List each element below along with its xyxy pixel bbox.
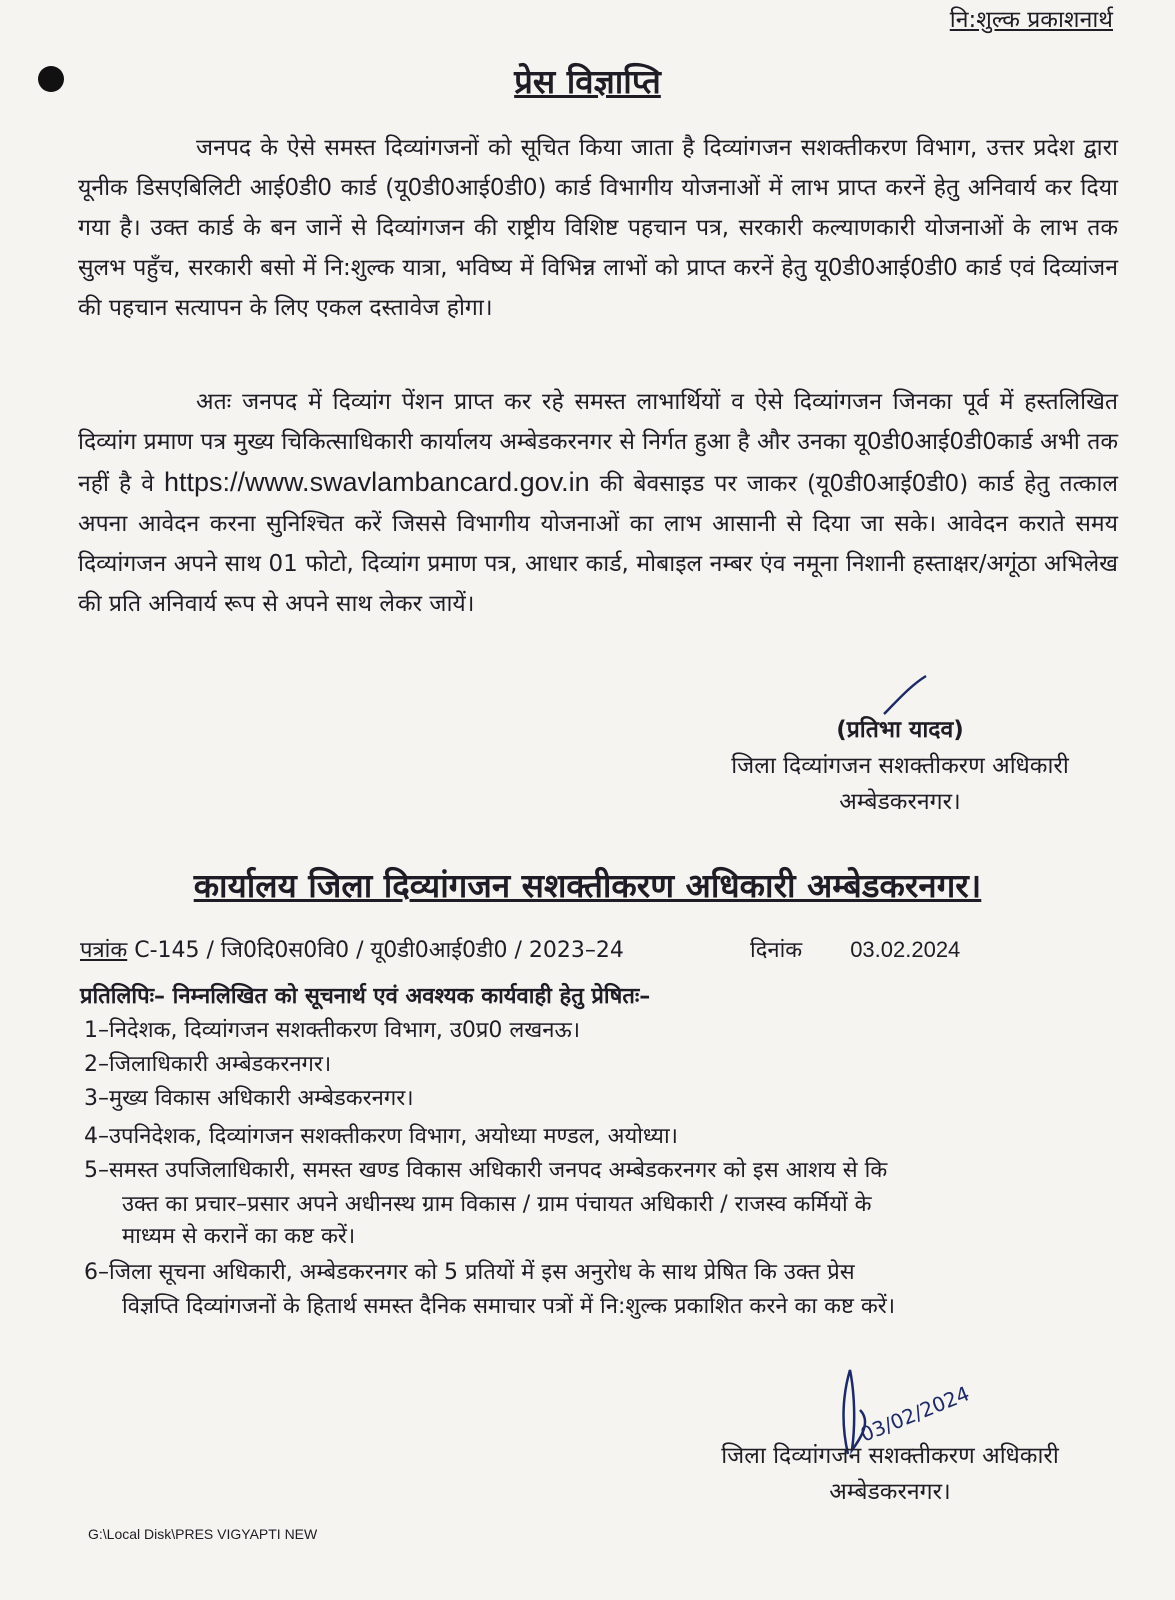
reference-date: [750, 934, 960, 964]
reference-line: [80, 934, 624, 964]
signatory-block: [700, 712, 1100, 820]
copy-item-6-cont: विज्ञप्ति दिव्यांगजनों के हितार्थ समस्त दैनिक समाचार पत्रों में नि:शुल्क प्रकाशित करने का कष्ट करें।: [122, 1294, 896, 1319]
second-signatory-designation: जिला दिव्यांगजन सशक्तीकरण अधिकारी: [721, 1443, 1059, 1469]
reference-label: पत्रांक: [80, 938, 128, 963]
page-title: प्रेस विज्ञाप्ति: [514, 62, 661, 101]
date-value: 03.02.2024: [850, 937, 961, 962]
copy-heading: प्रतिलिपिः– निम्नलिखित को सूचनार्थ एवं अवश्यक कार्यवाही हेतु प्रेषितः–: [80, 984, 651, 1009]
office-heading: कार्यालय जिला दिव्यांगजन सशक्तीकरण अधिकारी अम्बेडकरनगर।: [193, 866, 982, 905]
paragraph-instructions-part-b: की बेवसाइड पर जाकर (यू0डी0आई0डी0) कार्ड हेतु तत्काल अपना आवेदन करना सुनिश्चित करें जिससे विभागीय योजनाओं का लाभ आसानी से दिया जा सके। आवेदन कराते समय दिव्यांगजन अपने साथ 01 फोटो, दिव्यांग प्रमाण पत्र, आधार कार्ड, मोबाइल नम्बर एंव नमूना निशानी हस्ताक्षर/अगूंठा अभिलेख की प्रति अनिवार्य रूप से अपने साथ लेकर जायें।: [78, 471, 1119, 617]
signatory-place: अम्बेडकरनगर।: [839, 789, 961, 815]
reference-number: C-145 / जि0दि0स0वि0 / यू0डी0आई0डी0 / 2023–24: [134, 938, 624, 963]
signatory-designation: जिला दिव्यांगजन सशक्तीकरण अधिकारी: [731, 753, 1069, 779]
copy-item-3: 3–मुख्य विकास अधिकारी अम्बेडकरनगर।: [84, 1086, 414, 1111]
copy-item-5: 5–समस्त उपजिलाधिकारी, समस्त खण्ड विकास अधिकारी जनपद अम्बेडकरनगर को इस आशय से कि: [84, 1158, 888, 1183]
free-publication-note: नि:शुल्क प्रकाशनार्थ: [949, 7, 1113, 33]
copy-item-5-cont-1: उक्त का प्रचार–प्रसार अपने अधीनस्थ ग्राम विकास / ग्राम पंचायत अधिकारी / राजस्व कर्मियों के: [122, 1192, 872, 1217]
copy-item-5-cont-2: माध्यम से करानें का कष्ट करें।: [122, 1224, 356, 1249]
file-path-footer: G:\Local Disk\PRES VIGYAPTI NEW: [88, 1526, 318, 1542]
signatory-name: (प्रतिभा यादव): [836, 717, 964, 743]
copy-item-2: 2–जिलाधिकारी अम्बेडकरनगर।: [84, 1052, 332, 1077]
second-signatory-place: अम्बेडकरनगर।: [829, 1479, 951, 1505]
website-link[interactable]: https://www.swavlambancard.gov.in: [164, 467, 590, 497]
copy-item-1: 1–निदेशक, दिव्यांगजन सशक्तीकरण विभाग, उ0प्र0 लखनऊ।: [84, 1018, 581, 1043]
paragraph-instructions: [78, 382, 1118, 624]
signature-date: 03/02/2024: [856, 1381, 973, 1447]
paragraph-intro: जनपद के ऐसे समस्त दिव्यांगजनों को सूचित किया जाता है दिव्यांगजन सशक्तीकरण विभाग, उत्तर प्रदेश द्वारा यूनीक डिसएबिलिटी आई0डी0 कार्ड (यू0डी0आई0डी0) कार्ड विभागीय योजनाओं में लाभ प्राप्त करनें हेतु अनिवार्य कर दिया गया है। उक्त कार्ड के बन जानें से दिव्यांगजन की राष्ट्रीय विशिष्ट पहचान पत्र, सरकारी कल्याणकारी योजनाओं के लाभ तक सुलभ पहुँच, सरकारी बसो में नि:शुल्क यात्रा, भविष्य में विभिन्न लाभों को प्राप्त करनें हेतु यू0डी0आई0डी0 कार्ड एवं दिव्यांजन की पहचान सत्यापन के लिए एकल दस्तावेज होगा।: [78, 135, 1118, 321]
second-signatory-block: [680, 1438, 1100, 1510]
paragraph-instructions-part-a: अतः जनपद में दिव्यांग पेंशन प्राप्त कर रहे समस्त लाभार्थियों व ऐसे दिव्यांगजन जिनका पूर्व में हस्तलिखित दिव्यांग प्रमाण पत्र मुख्य चिकित्साधिकारी कार्यालय अम्बेडकरनगर से निर्गत हुआ है और उनका यू0डी0आई0डी0कार्ड अभी तक नहीं है वे: [78, 389, 1118, 497]
copy-item-4: 4–उपनिदेशक, दिव्यांगजन सशक्तीकरण विभाग, अयोध्या मण्डल, अयोध्या।: [84, 1124, 678, 1149]
copy-item-6: 6–जिला सूचना अधिकारी, अम्बेडकरनगर को 5 प्रतियों में इस अनुरोध के साथ प्रेषित कि उक्त प्रेस: [84, 1260, 855, 1285]
date-label: दिनांक: [750, 938, 803, 963]
